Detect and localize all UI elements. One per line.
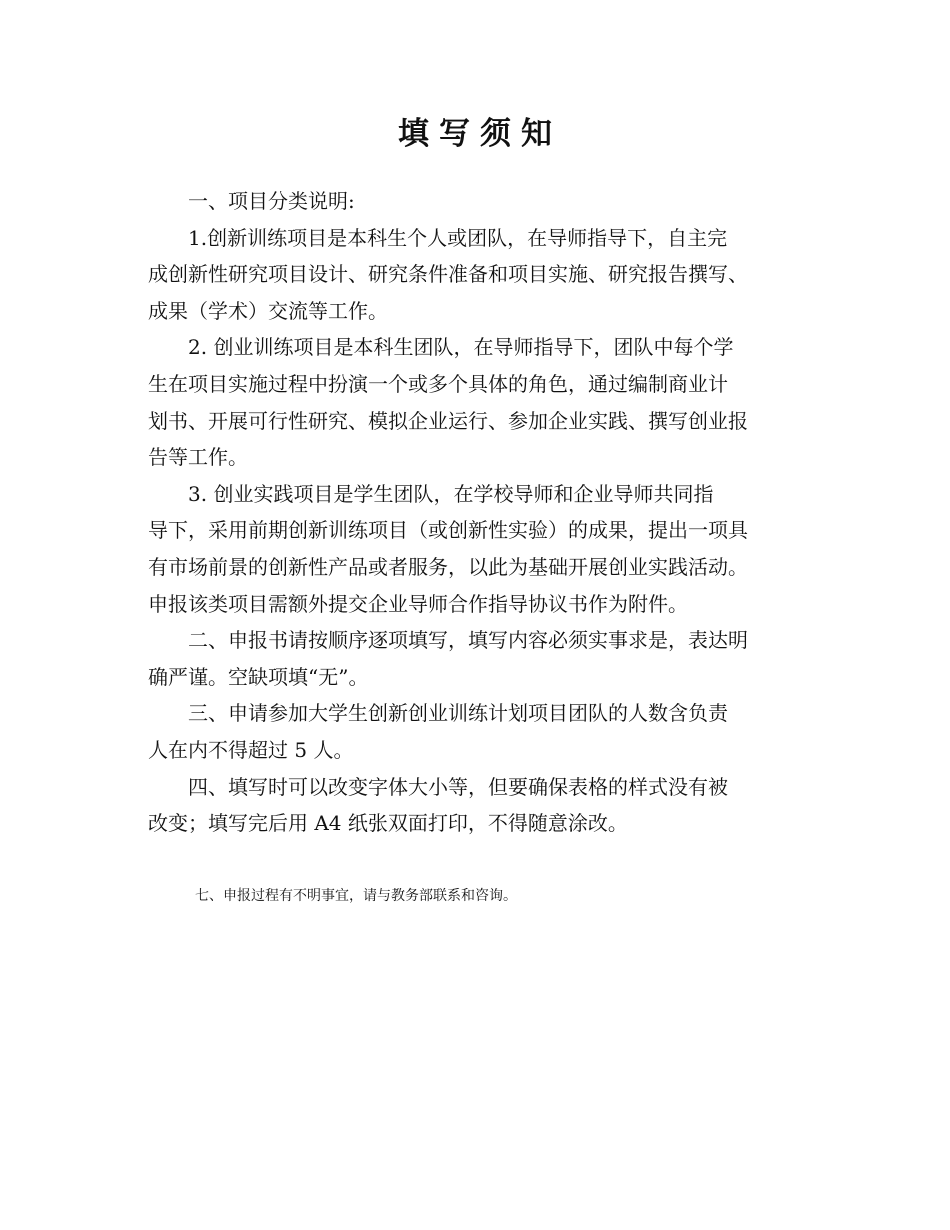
paragraph-entrepreneurship-training [148,329,788,475]
text-line: 1.创新训练项目是本科生个人或团队，在导师指导下，自主完 [188,225,728,250]
text-line: 一、项目分类说明: [188,189,355,213]
text-line: 申报该类项目需额外提交企业导师合作指导协议书作为附件。 [148,591,688,616]
instructions-body [148,183,788,842]
section-heading-project-types [148,183,788,220]
text-line: 2. 创业训练项目是本科生团队，在导师指导下，团队中每个学 [188,335,734,360]
text-line: 确严谨。空缺项填“无”。 [148,664,369,689]
text-line: 3. 创业实践项目是学生团队，在学校导师和企业导师共同指 [188,481,714,506]
page-title: 填写须知 [398,116,562,152]
paragraph-fill-order [148,622,788,695]
text-line: 告等工作。 [148,445,248,470]
paragraph-innovation-training [148,220,788,330]
paragraph-team-size [148,695,788,768]
text-line: 生在项目实施过程中扮演一个或多个具体的角色，通过编制商业计 [148,371,728,396]
text-line: 二、申报书请按顺序逐项填写，填写内容必须实事求是，表达明 [188,628,748,653]
text-line: 导下，采用前期创新训练项目（或创新性实验）的成果，提出一项具 [148,518,748,543]
text-line: 成创新性研究项目设计、研究条件准备和项目实施、研究报告撰写、 [148,262,748,287]
contact-note: 七、申报过程有不明事宜，请与教务部联系和咨询。 [195,888,517,904]
text-line: 四、填写时可以改变字体大小等，但要确保表格的样式没有被 [188,774,728,799]
text-line: 成果（学术）交流等工作。 [148,298,388,323]
text-line: 有市场前景的创新性产品或者服务，以此为基础开展创业实践活动。 [148,554,748,579]
text-line: 人在内不得超过 5 人。 [148,737,354,762]
text-line: 划书、开展可行性研究、模拟企业运行、参加企业实践、撰写创业报 [148,408,748,433]
text-line: 改变；填写完后用 A4 纸张双面打印，不得随意涂改。 [148,811,628,836]
paragraph-entrepreneurship-practice [148,476,788,622]
paragraph-formatting [148,769,788,842]
text-line: 三、申请参加大学生创新创业训练计划项目团队的人数含负责 [188,701,728,726]
